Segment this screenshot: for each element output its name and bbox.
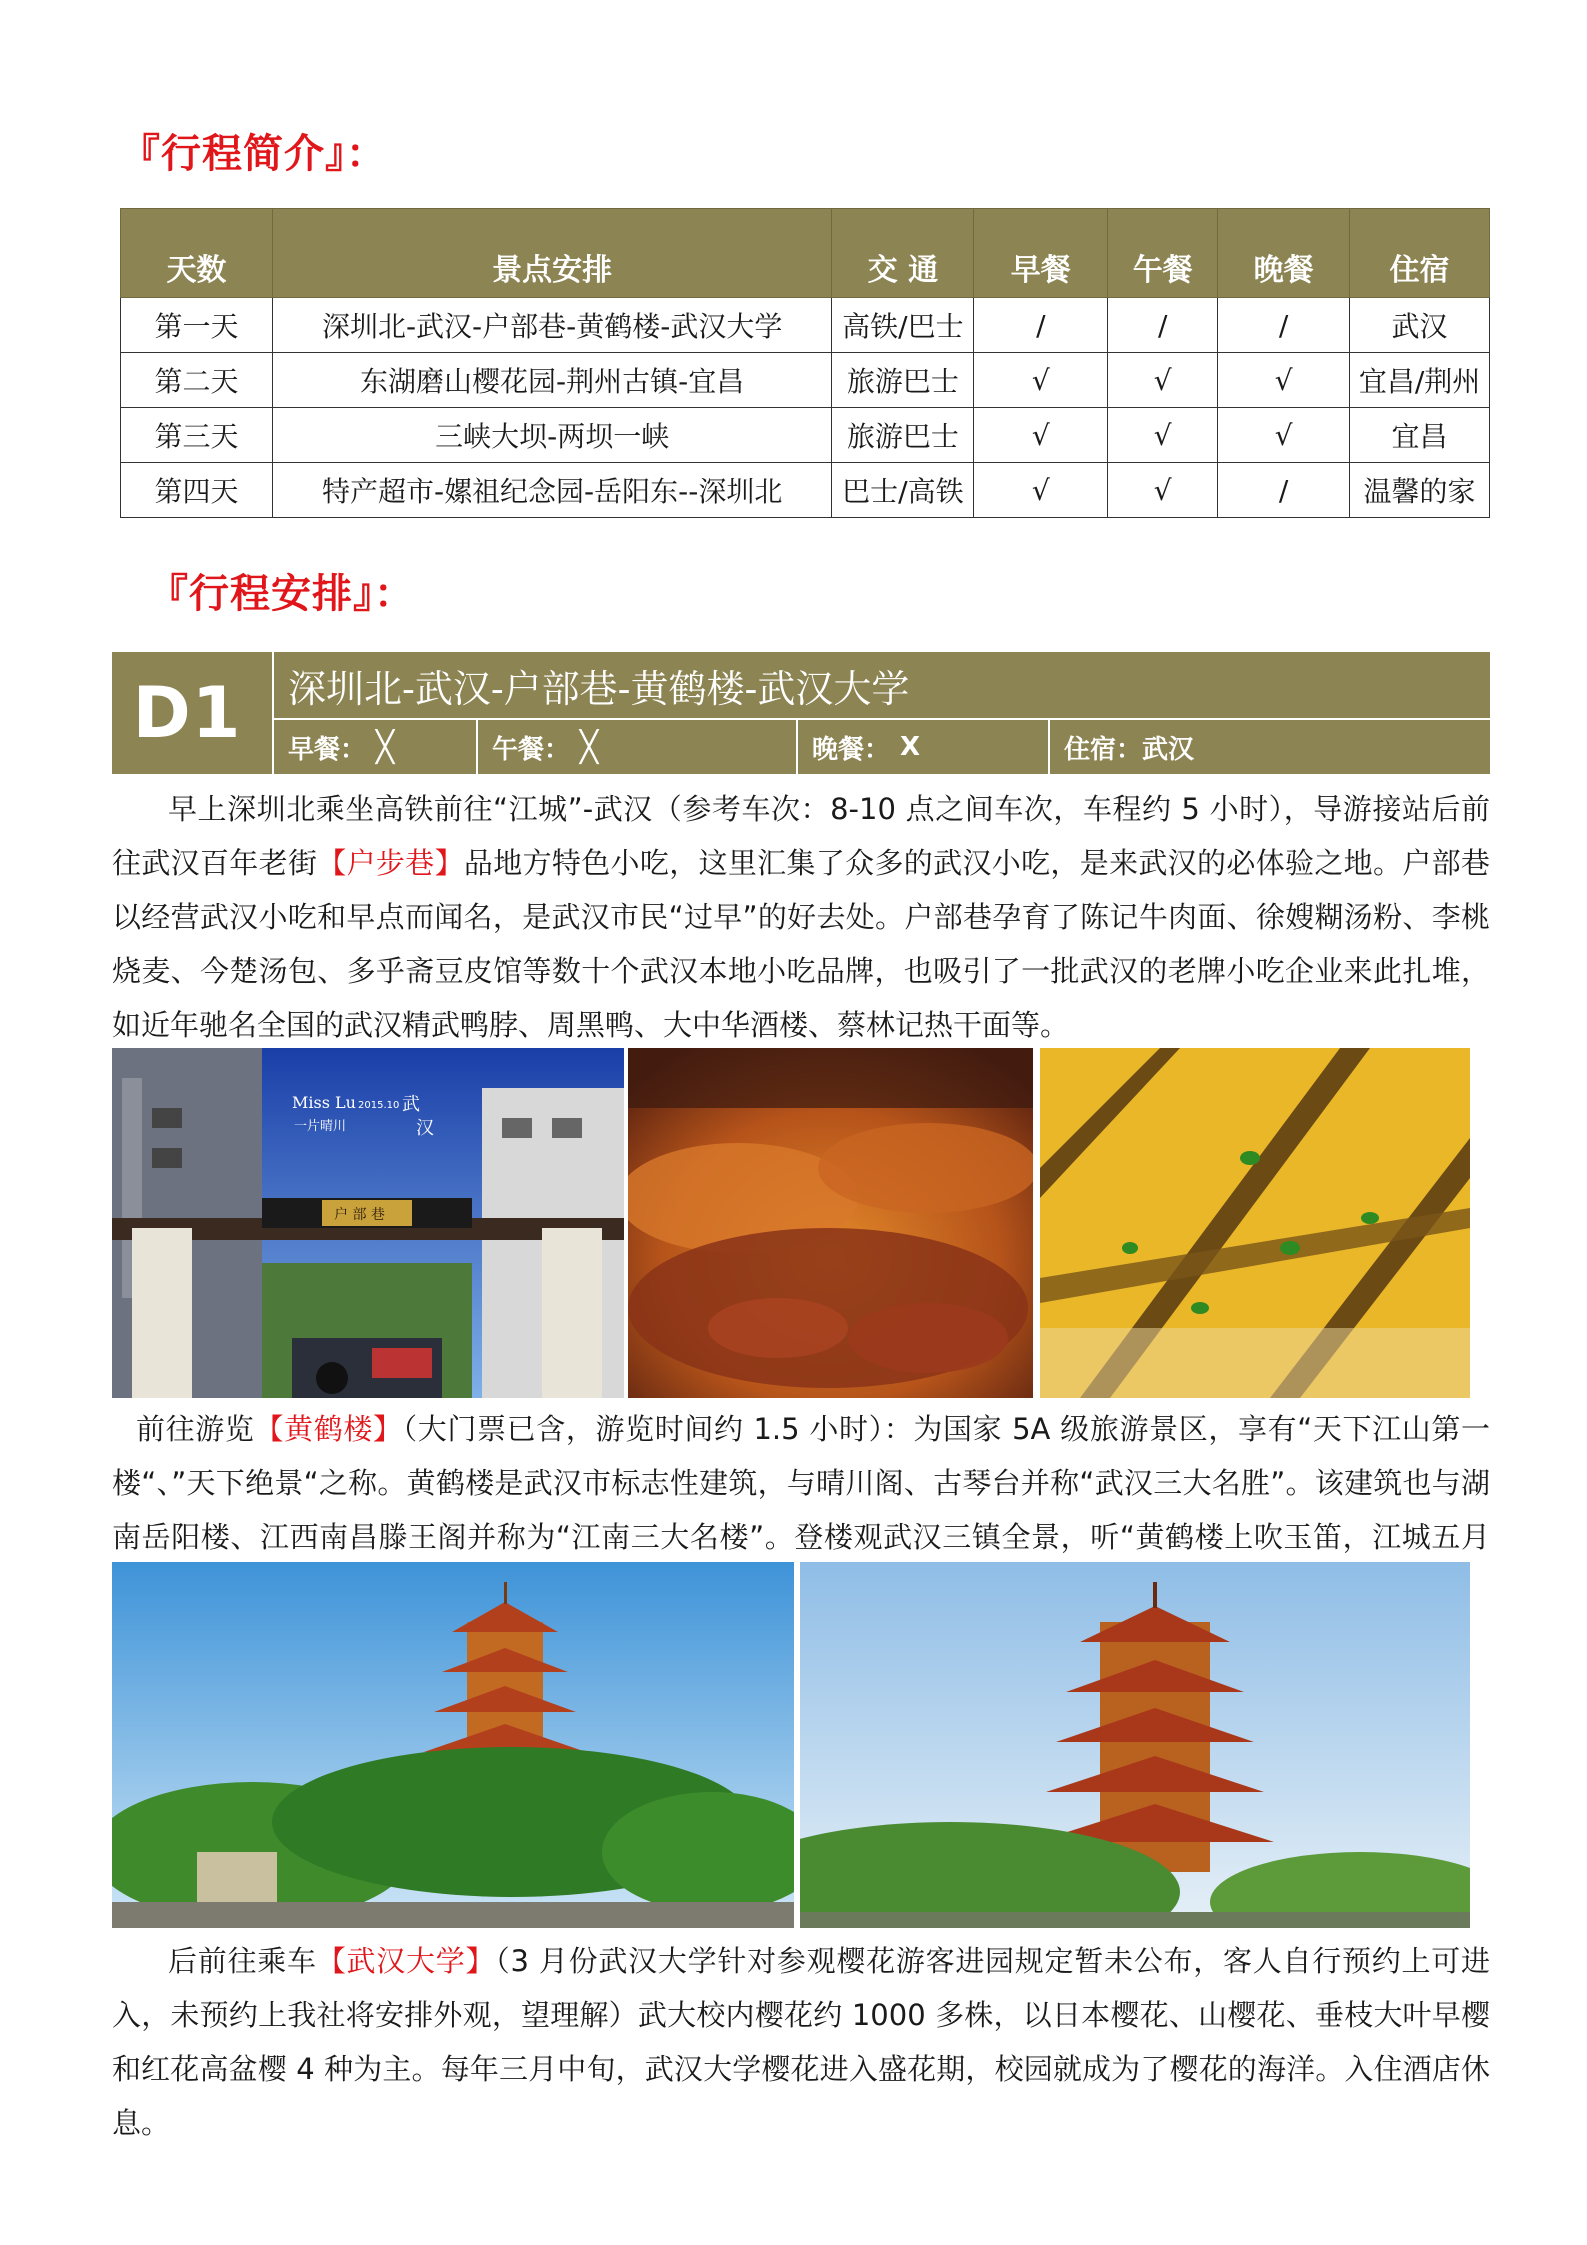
doupi-photo	[1040, 1048, 1470, 1398]
cell-lunch: √	[1108, 463, 1218, 518]
cell-attractions: 特产超市-嫘祖纪念园-岳阳东--深圳北	[272, 463, 832, 518]
cell-transport: 巴士/高铁	[832, 463, 974, 518]
col-header-hotel: 住宿	[1350, 209, 1490, 298]
cell-hotel: 宜昌	[1350, 408, 1490, 463]
cell-attractions: 三峡大坝-两坝一峡	[272, 408, 832, 463]
p1-text-b: 品地方特色小吃，这里汇集了众多的武汉小吃，是来武汉的必体验之地。户部巷以经营武汉小吃和早点而闻名，是武汉市民“过早”的好去处。户部巷孕育了陈记牛肉面、徐嫂糊汤粉、李桃烧麦、今楚汤包、多乎斋豆皮馆等数十个武汉本地小吃品牌，也吸引了一批武汉的老牌小吃企业来此扎堆，如近年驰名全国的武汉精武鸭脖、周黑鸭、大中华酒楼、蔡林记热干面等。	[112, 846, 1490, 1042]
hotel-label: 住宿：	[1064, 734, 1143, 765]
photo-watermark-date: 2015.10	[358, 1100, 400, 1111]
cell-attractions: 深圳北-武汉-户部巷-黄鹤楼-武汉大学	[272, 298, 832, 353]
photo-watermark-char1: 武	[402, 1094, 420, 1115]
cell-breakfast: /	[974, 298, 1108, 353]
breakfast-value: ╳	[376, 729, 395, 765]
cell-breakfast: √	[974, 408, 1108, 463]
col-header-day: 天数	[121, 209, 273, 298]
p3-text-a: 后前往乘车	[168, 1944, 317, 1978]
cell-lunch: √	[1108, 353, 1218, 408]
cell-lunch: √	[1108, 408, 1218, 463]
cell-hotel: 宜昌/荆州	[1350, 353, 1490, 408]
dinner-label: 晚餐：	[812, 734, 891, 765]
col-header-attractions: 景点安排	[272, 209, 832, 298]
photo-watermark: Miss Lu	[292, 1093, 356, 1112]
paragraph-hubu-alley	[112, 782, 1490, 1052]
p3-text-b: （3 月份武汉大学针对参观樱花游客进园规定暂未公布，客人自行预约上可进入，未预约上我社将安排外观，望理解）武大校内樱花约 1000 多株，以日本樱花、山樱花、垂枝大叶早樱和红花高盆樱 4 种为主。每年三月中旬，武汉大学樱花进入盛花期，校园就成为了樱花的海洋。入住酒店休息。	[112, 1944, 1490, 2140]
cell-hotel: 武汉	[1350, 298, 1490, 353]
hotel-value: 武汉	[1142, 734, 1195, 765]
p1-highlight: 【户步巷】	[317, 846, 464, 880]
table-row	[121, 408, 1490, 463]
cell-breakfast: √	[974, 463, 1108, 518]
p2-highlight: 【黄鹤楼】	[254, 1412, 403, 1446]
p2-text-b: （大门票已含，游览时间约 1.5 小时）：为国家 5A 级旅游景区，享有“天下江山第一楼“、”天下绝景“之称。黄鹤楼是武汉市标志性建筑，与晴川阁、古琴台并称“武汉三大名胜”。该建筑也与湖南岳阳楼、江西南昌滕王阁并称为“江南三大名楼”。登楼观武汉三镇全景，听“黄鹤楼上吹玉笛，江城五月	[112, 1412, 1490, 1554]
cell-breakfast: √	[974, 353, 1108, 408]
cell-day: 第三天	[121, 408, 273, 463]
yellow-crane-tower-photo-2	[800, 1562, 1470, 1928]
photo-watermark-sub: 一片晴川	[294, 1119, 347, 1134]
breakfast-label: 早餐：	[288, 734, 367, 765]
yellow-crane-tower-photo-1	[112, 1562, 794, 1928]
itinerary-table	[120, 208, 1490, 518]
lunch-label: 午餐：	[492, 734, 571, 765]
meal-lunch	[476, 720, 810, 774]
col-header-breakfast: 早餐	[974, 209, 1108, 298]
cell-dinner: √	[1218, 353, 1350, 408]
meal-breakfast	[272, 720, 492, 774]
cell-attractions: 东湖磨山樱花园-荆州古镇-宜昌	[272, 353, 832, 408]
paragraph-wuhan-university	[112, 1934, 1490, 2150]
p3-highlight: 【武汉大学】	[316, 1944, 496, 1978]
cell-transport: 旅游巴士	[832, 408, 974, 463]
cell-dinner: √	[1218, 408, 1350, 463]
dinner-value: X	[900, 732, 921, 762]
day-route: 深圳北-武汉-户部巷-黄鹤楼-武汉大学	[272, 652, 1490, 720]
table-row	[121, 353, 1490, 408]
col-header-transport: 交 通	[832, 209, 974, 298]
photo-watermark-char2: 汉	[416, 1118, 434, 1139]
meal-hotel	[1048, 720, 1490, 774]
cell-hotel: 温馨的家	[1350, 463, 1490, 518]
col-header-lunch: 午餐	[1108, 209, 1218, 298]
p1-text-a: 早上深圳北乘坐高铁前往“江城”-武汉（参考车次：8-10 点之间车次，车程约 5 小时），导游接站后前往武汉百年老街	[112, 792, 1490, 880]
p2-text-a: 前往游览	[136, 1412, 255, 1446]
meal-dinner	[796, 720, 1042, 774]
hubu-alley-photo	[112, 1048, 624, 1398]
table-row	[121, 298, 1490, 353]
cell-dinner: /	[1218, 298, 1350, 353]
lunch-value: ╳	[580, 729, 599, 765]
itinerary-summary-title: 『行程简介』：	[120, 131, 387, 177]
cell-lunch: /	[1108, 298, 1218, 353]
day1-header	[112, 652, 1490, 774]
table-header-row	[121, 209, 1490, 298]
cell-day: 第二天	[121, 353, 273, 408]
cell-day: 第四天	[121, 463, 273, 518]
itinerary-detail-title: 『行程安排』：	[148, 571, 415, 617]
cell-transport: 高铁/巴士	[832, 298, 974, 353]
day-badge: D1	[132, 672, 242, 754]
table-row	[121, 463, 1490, 518]
col-header-dinner: 晚餐	[1218, 209, 1350, 298]
cell-dinner: /	[1218, 463, 1350, 518]
cell-transport: 旅游巴士	[832, 353, 974, 408]
cell-day: 第一天	[121, 298, 273, 353]
fried-snacks-photo	[628, 1048, 1033, 1398]
gate-sign: 户 部 巷	[334, 1207, 385, 1223]
